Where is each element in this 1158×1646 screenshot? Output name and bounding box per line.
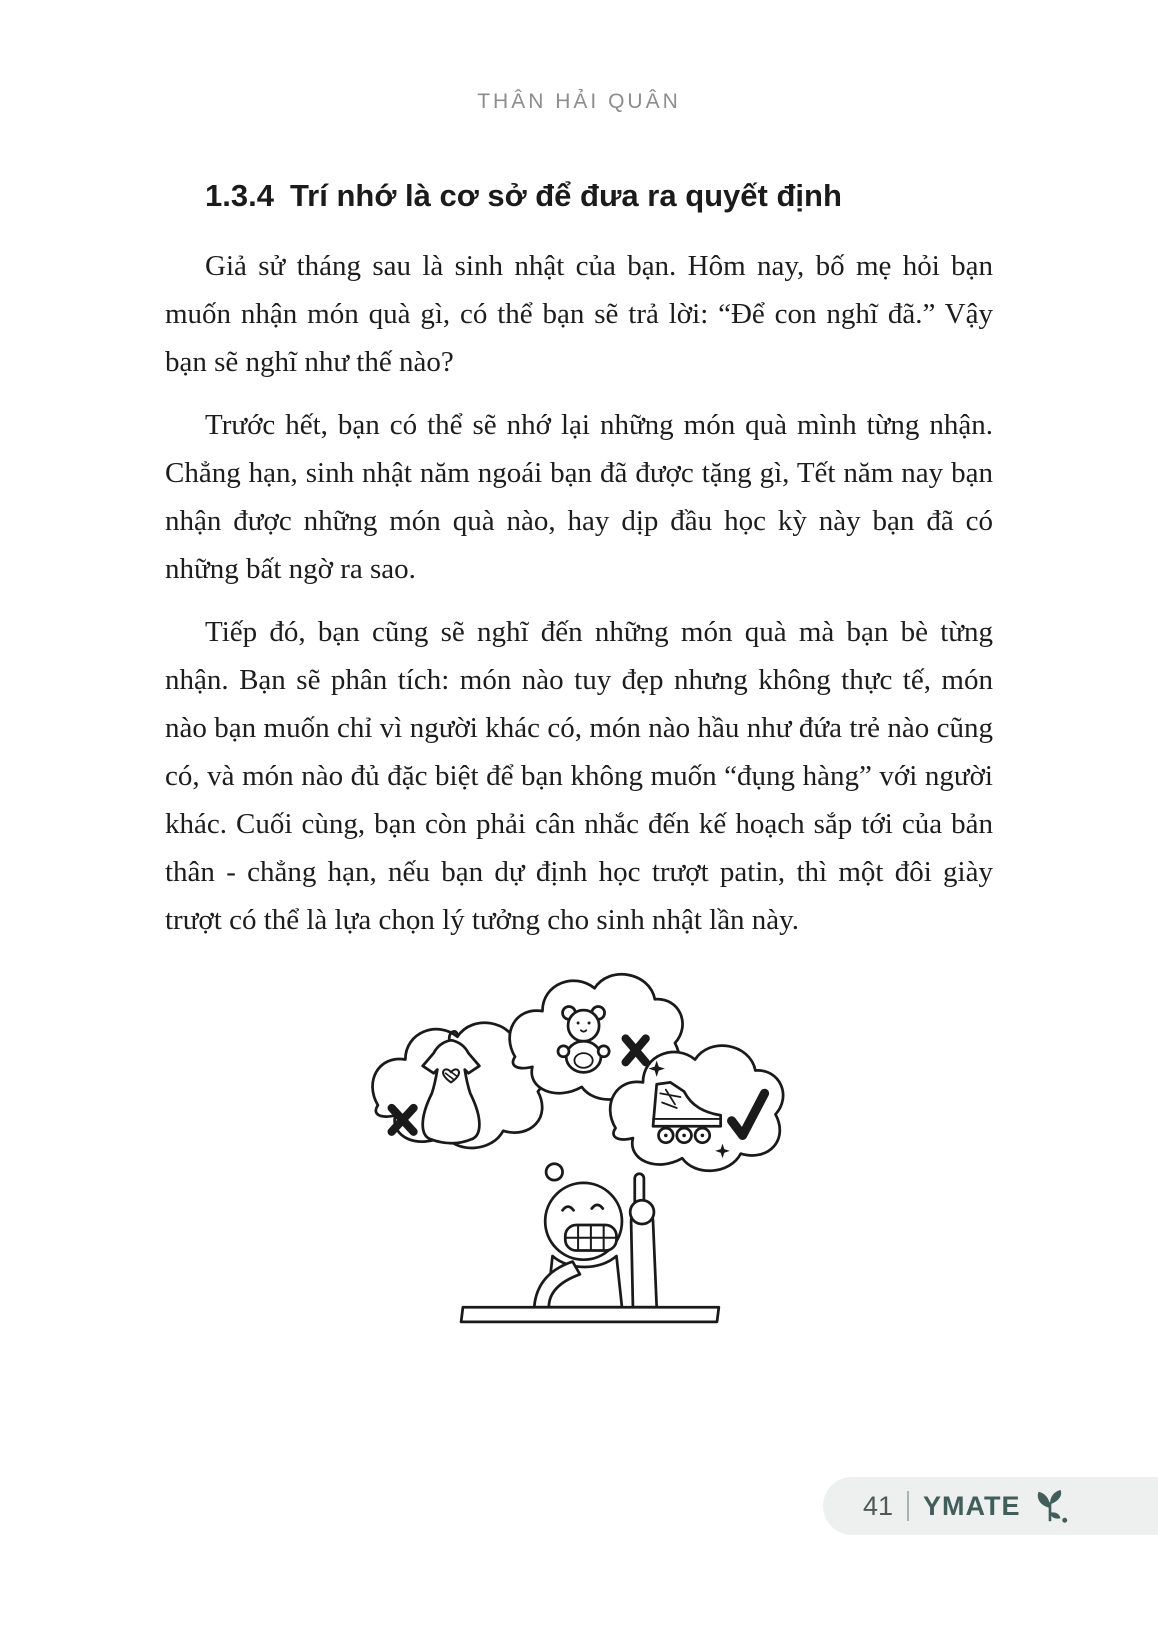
illustration-drawing <box>355 959 803 1352</box>
page-number: 41 <box>863 1490 894 1521</box>
section-heading <box>205 178 993 214</box>
brand-name: YMATE <box>923 1490 1021 1521</box>
footer-divider <box>907 1491 909 1521</box>
character-fist <box>630 1200 654 1224</box>
paragraph-2: Trước hết, bạn có thể sẽ nhớ lại những món quà mình từng nhận. Chẳng hạn, sinh nhật năm ngoái bạn đã được tặng gì, Tết năm nay bạn nhận được những món quà nào, hay dịp đầu học kỳ này bạn đã có những bất ngờ ra sao. <box>165 409 993 585</box>
thought-tail-bubble <box>546 1164 562 1180</box>
ymate-logo-icon <box>1031 1487 1069 1525</box>
page-footer <box>823 1477 1158 1535</box>
character-grin <box>565 1225 616 1251</box>
paragraph-3: Tiếp đó, bạn cũng sẽ nghĩ đến những món quà mà bạn bè từng nhận. Bạn sẽ phân tích: món nào tuy đẹp nhưng không thực tế, món nào bạn muốn chỉ vì người khác có, món nào hầu như đứa trẻ nào cũng có, và món nào đủ đặc biệt để bạn không muốn “đụng hàng” với người khác. Cuối cùng, bạn còn phải cân nhắc đến kế hoạch sắp tới của bản thân - chẳng hạn, nếu bạn dự định học trượt patin, thì một đôi giày trượt có thể là lựa chọn lý tưởng cho sinh nhật lần này. <box>165 616 993 936</box>
desk <box>461 1307 719 1322</box>
page-content <box>165 178 993 1357</box>
paragraph-1: Giả sử tháng sau là sinh nhật của bạn. Hôm nay, bố mẹ hỏi bạn muốn nhận món quà gì, có thể bạn sẽ trả lời: “Để con nghĩ đã.” Vậy bạn sẽ nghĩ như thế nào? <box>165 250 993 378</box>
illustration <box>165 959 993 1357</box>
cartoon-character <box>534 1174 656 1307</box>
running-header: THÂN HẢI QUÂN <box>477 90 681 113</box>
section-number: 1.3.4 <box>205 178 274 213</box>
section-title: Trí nhớ là cơ sở để đưa ra quyết định <box>289 178 842 213</box>
